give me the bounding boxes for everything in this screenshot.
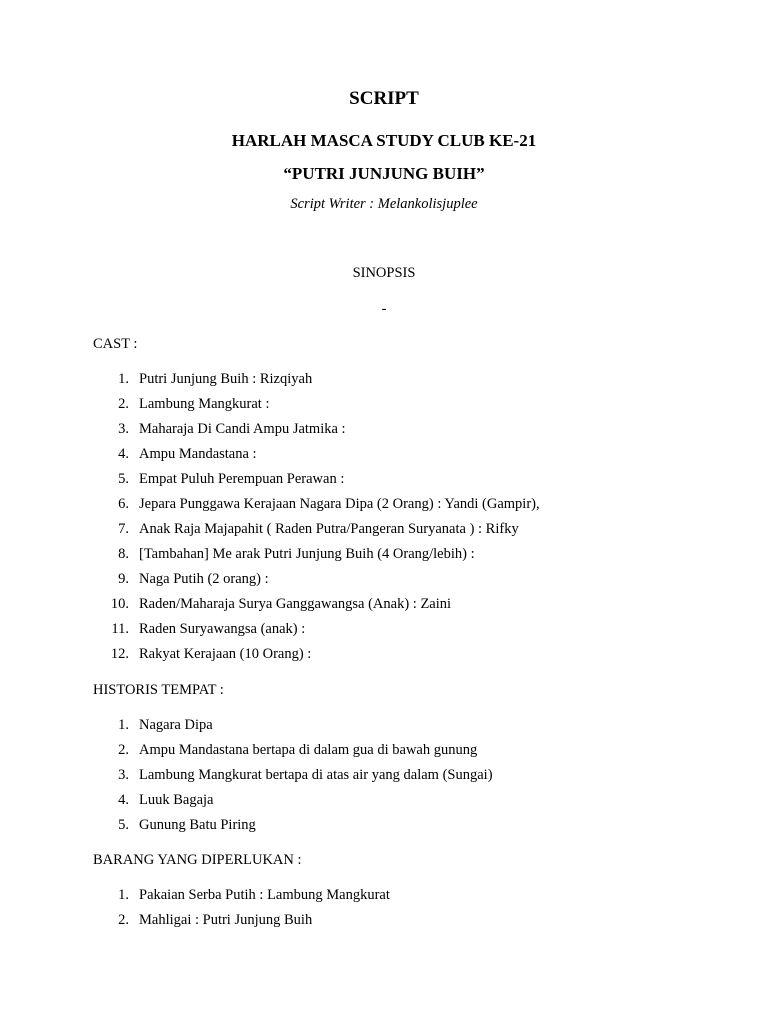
list-number: 5. [118, 817, 129, 833]
cast-list [0, 370, 768, 670]
list-text: [Tambahan] Me arak Putri Junjung Buih (4 Orang/lebih) : [139, 546, 475, 562]
list-number: 1. [118, 371, 129, 387]
list-item [0, 570, 768, 595]
list-item [0, 370, 768, 395]
list-number: 1. [118, 887, 129, 903]
list-text: Raden/Maharaja Surya Ganggawangsa (Anak) : Zaini [139, 596, 452, 612]
sinopsis-heading: SINOPSIS [352, 265, 416, 281]
list-number: 3. [118, 767, 129, 783]
script-writer: Script Writer : Melankolisjuplee [290, 196, 478, 212]
list-item [0, 545, 768, 570]
list-text: Rakyat Kerajaan (10 Orang) : [139, 646, 312, 662]
list-text: Gunung Batu Piring [139, 817, 256, 833]
list-text: Pakaian Serba Putih : Lambung Mangkurat [139, 887, 390, 903]
list-number: 9. [118, 571, 129, 587]
barang-heading: BARANG YANG DIPERLUKAN : [93, 852, 302, 868]
list-text: Lambung Mangkurat : [139, 396, 270, 412]
list-item [0, 886, 768, 911]
cast-heading: CAST : [93, 336, 138, 352]
event-subtitle: HARLAH MASCA STUDY CLUB KE-21 [231, 131, 537, 150]
list-number: 12. [110, 646, 129, 662]
list-number: 1. [118, 717, 129, 733]
list-item [0, 595, 768, 620]
list-text: Jepara Punggawa Kerajaan Nagara Dipa (2 Orang) : Yandi (Gampir), [139, 496, 540, 512]
list-item [0, 445, 768, 470]
list-item [0, 766, 768, 791]
list-text: Mahligai : Putri Junjung Buih [139, 912, 313, 928]
list-number: 3. [118, 421, 129, 437]
list-text: Raden Suryawangsa (anak) : [139, 621, 306, 637]
list-number: 10. [110, 596, 129, 612]
list-number: 7. [118, 521, 129, 537]
play-title: “PUTRI JUNJUNG BUIH” [283, 164, 485, 183]
list-text: Luuk Bagaja [139, 792, 214, 808]
document-title: SCRIPT [349, 88, 419, 109]
list-number: 6. [118, 496, 129, 512]
list-text: Maharaja Di Candi Ampu Jatmika : [139, 421, 346, 437]
list-number: 8. [118, 546, 129, 562]
list-number: 4. [118, 792, 129, 808]
list-text: Lambung Mangkurat bertapa di atas air yang dalam (Sungai) [139, 767, 493, 783]
list-item [0, 911, 768, 936]
list-item [0, 816, 768, 841]
list-number: 4. [118, 446, 129, 462]
list-item [0, 716, 768, 741]
list-text: Anak Raja Majapahit ( Raden Putra/Pangeran Suryanata ) : Rifky [139, 521, 519, 537]
list-item [0, 395, 768, 420]
list-text: Nagara Dipa [139, 717, 213, 733]
list-text: Ampu Mandastana : [139, 446, 257, 462]
list-item [0, 791, 768, 816]
sinopsis-content: - [381, 301, 387, 317]
list-text: Putri Junjung Buih : Rizqiyah [139, 371, 313, 387]
list-item [0, 520, 768, 545]
list-item [0, 495, 768, 520]
list-item [0, 470, 768, 495]
list-number: 2. [118, 912, 129, 928]
list-number: 2. [118, 742, 129, 758]
list-text: Ampu Mandastana bertapa di dalam gua di bawah gunung [139, 742, 478, 758]
list-item [0, 741, 768, 766]
list-item [0, 645, 768, 670]
list-text: Empat Puluh Perempuan Perawan : [139, 471, 345, 487]
list-item [0, 420, 768, 445]
list-number: 5. [118, 471, 129, 487]
historis-list [0, 716, 768, 841]
historis-heading: HISTORIS TEMPAT : [93, 682, 224, 698]
list-number: 2. [118, 396, 129, 412]
barang-list [0, 886, 768, 936]
list-number: 11. [111, 621, 129, 637]
list-item [0, 620, 768, 645]
list-text: Naga Putih (2 orang) : [139, 571, 269, 587]
